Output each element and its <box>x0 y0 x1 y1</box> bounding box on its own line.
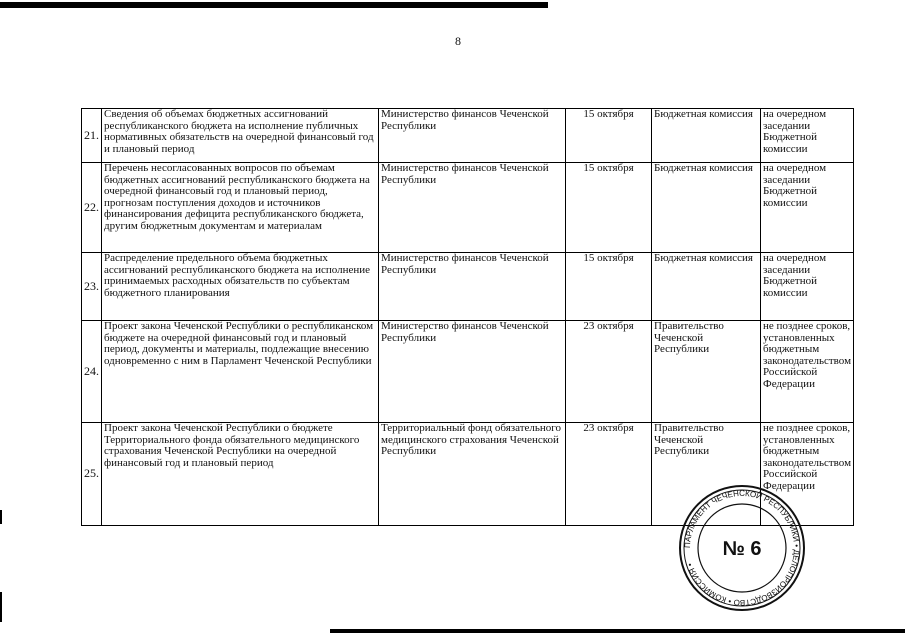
scan-border-bottom <box>330 629 905 633</box>
document-name-cell: Проект закона Чеченской Республики о республиканском бюджете на очередной финансовый год и плановый период, документы и материалы, подлежащие внесению одновременно с ним в Парламент Чеченской Республики <box>102 321 379 423</box>
row-number: 21. <box>82 109 102 163</box>
term-cell: на очередном заседании Бюджетной комиссии <box>761 109 854 163</box>
document-name-cell: Перечень несогласованных вопросов по объемам бюджетных ассигнований республиканского бюджета на очередной финансовый год и плановый период, прогнозам поступления доходов и источников финансирования дефицита республиканского бюджета, другим бюджетным документам и материалам <box>102 163 379 253</box>
document-name-cell: Проект закона Чеченской Республики о бюджете Территориального фонда обязательного медицинского страхования Чеченской Республики на очередной финансовый год и плановый период <box>102 423 379 526</box>
row-number: 24. <box>82 321 102 423</box>
responsible-cell: Министерство финансов Чеченской Республики <box>379 109 566 163</box>
responsible-cell: Министерство финансов Чеченской Республики <box>379 163 566 253</box>
schedule-table <box>81 108 854 526</box>
responsible-cell: Территориальный фонд обязательного медицинского страхования Чеченской Республики <box>379 423 566 526</box>
deadline-cell: 23 октября <box>566 321 652 423</box>
table-row <box>82 109 854 163</box>
responsible-cell: Министерство финансов Чеченской Республики <box>379 321 566 423</box>
deadline-cell: 23 октября <box>566 423 652 526</box>
document-name-cell: Распределение предельного объема бюджетных ассигнований республиканского бюджета на исполнение принимаемых расходных обязательств по субъектам бюджетного планирования <box>102 253 379 321</box>
term-cell: не позднее сроков, установленных бюджетным законодательством Российской Федерации <box>761 423 854 526</box>
recipient-cell: Правительство Чеченской Республики <box>652 321 761 423</box>
term-cell: на очередном заседании Бюджетной комиссии <box>761 163 854 253</box>
deadline-cell: 15 октября <box>566 253 652 321</box>
document-name-cell: Сведения об объемах бюджетных ассигнований республиканского бюджета на исполнение публичных нормативных обязательств на очередной финансовый год и плановый период <box>102 109 379 163</box>
deadline-cell: 15 октября <box>566 109 652 163</box>
recipient-cell: Бюджетная комиссия <box>652 163 761 253</box>
row-number: 25. <box>82 423 102 526</box>
recipient-cell: Бюджетная комиссия <box>652 109 761 163</box>
row-number: 22. <box>82 163 102 253</box>
table-row <box>82 163 854 253</box>
scan-mark-left <box>0 510 2 524</box>
scan-mark-left <box>0 592 2 622</box>
row-number: 23. <box>82 253 102 321</box>
registration-stamp <box>672 483 812 613</box>
recipient-cell: Бюджетная комиссия <box>652 253 761 321</box>
scan-border-top <box>0 2 548 8</box>
recipient-cell: Правительство Чеченской Республики <box>652 423 761 526</box>
page-number: 8 <box>455 34 461 48</box>
table-row <box>82 321 854 423</box>
term-cell: на очередном заседании Бюджетной комиссии <box>761 253 854 321</box>
stamp-number: № 6 <box>722 538 762 560</box>
deadline-cell: 15 октября <box>566 163 652 253</box>
term-cell: не позднее сроков, установленных бюджетным законодательством Российской Федерации <box>761 321 854 423</box>
responsible-cell: Министерство финансов Чеченской Республики <box>379 253 566 321</box>
stamp-ring-text: ПАРЛАМЕНТ ЧЕЧЕНСКОЙ РЕСПУБЛИКИ • ДЕЛОПРОИЗВОДСТВО • КОМИССИЯ • <box>682 488 802 608</box>
table-row <box>82 253 854 321</box>
